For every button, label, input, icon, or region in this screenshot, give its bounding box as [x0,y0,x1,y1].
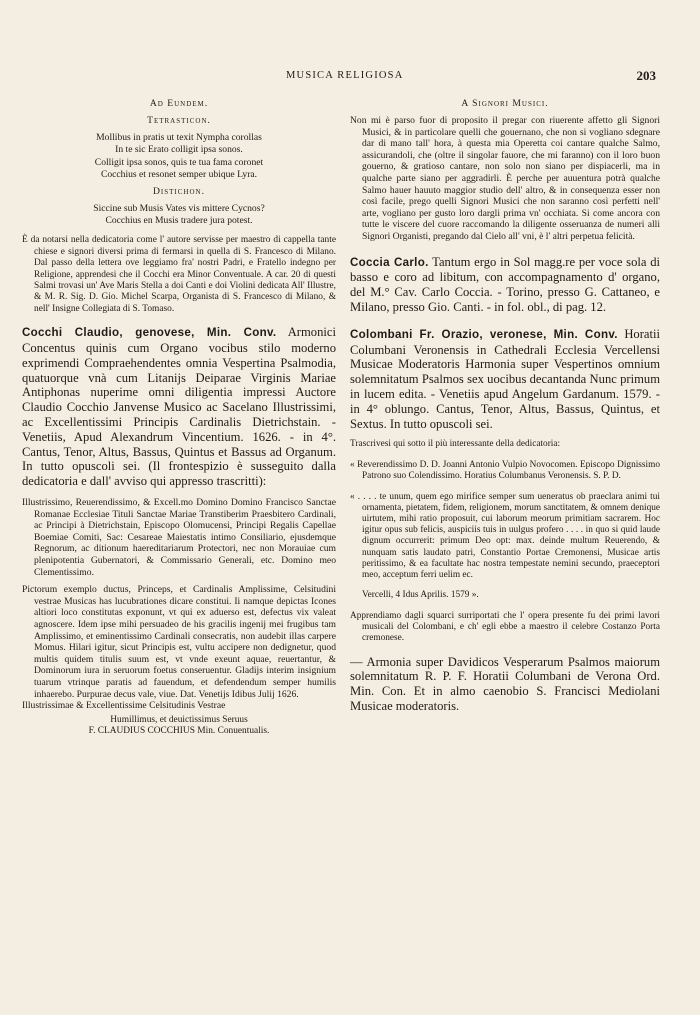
dedication-closing: Illustrissimae & Excellentissime Celsitudinis Vestrae [22,700,226,712]
entry-cocchi-name: Cocchi Claudio, genovese, Min. Conv. [22,326,277,340]
running-header [40,70,660,86]
entry-coccia-text: Tantum ergo in Sol magg.re per voce sola di basso e coro ad libitum, con accompagnamento d' organo, del M.° Cav. Carlo Coccia. - Torino, presso G. Cattaneo, e Milano, presso Gio. Canti. - in fol. obl., di pag. 12. [350,254,661,314]
running-title: MUSICA RELIGIOSA [286,70,404,81]
tetrasticon-verses [22,132,336,182]
entry-colombani [350,327,660,432]
distichon-verses [22,203,336,228]
avviso-text: Non mi è parso fuor di proposito il pregar con riuerente affetto gli Signori Musici, & in particolare quelli che gouernano, che non si vogliano sdegnare dar di mano tall' hora, à questa mia Operetta coi cantare qualche Salmo, assicurandoli, che (oltre il singolar fauore, che mi faranno) con il loro buon gouerno, & gratioso cantare, non solo non siano per dispiacerli, ma in qualche parte siano per aggradirli. È perche per auuentura potrà qualche Salmo hauer hauuto maggior studio dell' altro, & in consequenza esser non così facile, prego quelli Signori Musici che non saranno così perfetti nell' arte, vogliano per gusto loro dargli prima vn' occhiata. Si come ancora con tutte le viscere del cuore raccomando la diligente osseruanza de numeri alli Signori Organisti, pregando dal Cielo all' vni, è l' altri perpetua felicità. [350,115,660,242]
signature-line: Humillimus, et deuictissimus Seruus [110,714,248,725]
dedication-letter: Pictorum exemplo ductus, Princeps, et Cardinalis Amplissime, Celsitudini vestrae Musicas has lucubrationes dicare constitui. Ii namque depictas Icones altiori loco constitutas exponunt, vt qui ex aduerso est, defectus vix valeat agnoscere. Idem ipse mihi persuadeo de his gracilis ingenij mei frugibus tam Amplissimo, et eminentissimo Cardinali consecratis, non audebit illas carpere Momus. Hilari igitur, sicut Principis est, vultu accipere non dedignetur, quod multis quidem titulis suum est, vt vnde exeunt aquae, reuertantur, & Dominorum iura in seruorum foetus conseruentur. Gladijs interim insignium tuarum vtrinque paratis ad fauendum, et defendendum semper humilis inhaerebo. Purpurae decus vale, viue. Dat. Venetijs Idibus Julij 1626. [22,584,336,700]
dedication-note: È da notarsi nella dedicatoria come l' autore servisse per maestro di cappella tante chiese e signori diversi prima di fermarsi in quella di S. Francesco di Milano. Dal passo della lettera ove leggiamo fra' nostri Padri, e Fratello indegno per Religione, apprendesi che il Cocchi era Minor Conventuale. A car. 20 di questi Salmi trovasi un' Ave Maris Stella a doi Canti e doi Violini dedicata All' Illustre, & M. R. Sig. D. Gio. Michel Scarpa, Organista di S. Francesco di Milano, & nell' Insigne Collegiata di S. Tomaso. [22,235,336,314]
entry-cocchi [22,325,336,489]
verse-line: Mollibus in pratis ut texit Nympha corollas [96,132,262,143]
entry-colombani-text: Horatii Columbani Veronensis in Cathedrali Ecclesia Vercellensi Musicae Moderatoris Harmonia super Vespertinos omnium solemnitatum Psalmos sex uocibus decantanda Nunc primum in lucem edita. - Venetiis apud Angelum Gardanum. 1579. - in 4° oblungo. Cantus, Tenor, Altus, Bassus, Quintus, et Sextus. In tutto opuscoli sei. [350,326,660,431]
entry-colombani-name: Colombani Fr. Orazio, veronese, Min. Conv. [350,327,618,341]
page-number: 203 [636,68,656,83]
quote-date: Vercelli, 4 Idus Aprilis. 1579 ». [362,590,479,601]
signori-musici-heading: A Signori Musici. [461,98,549,109]
verse-line: Siccine sub Musis Vates vis mittere Cycnos? [93,202,265,214]
entry-coccia [350,255,660,315]
verse-line: Colligit ipsa sonos, quis te tua fama coronet [94,156,264,168]
right-column [350,94,660,714]
tetrasticon-heading: Tetrasticon. [147,115,211,126]
entry-armonia [350,655,660,714]
quote-dedication-body: « . . . . te unum, quem ego mirifice semper sum ueneratus ob praeclara animi tui ornamenta, pietatem, fidem, religionem, morum sanctitatem, & omnem denique uirtutem, mihi ratio proposuit, cui laborum meorum primitiam sacrarem. Hoc igitur opus sub felicis, auspiciis tuis in uulgus profero . . . . in quo si quid laude dignum occurrerit: primum Deo opt: max. deinde multum Reuerendo, & nunquam satis laudato patri, Constantio Portae Cremonensi, Musicae artis peritissimo, & ea facultate hac nostra tempestate nemini secundo, praeceptori meo, acceptum ferri uelim ec. [350,491,660,580]
dedication-address: Illustrissimo, Reuerendissimo, & Excell.mo Domino Domino Francisco Sanctae Romanae Ecclesiae Tituli Sanctae Mariae Transtiberim Praesbitero Cardinali, ac Principi à Dietrichstain, Episcopo Olomucensi, Principi Regalis Capellae Boemiae Comiti, Sac: Cesareae Maiestatis intimo Consiliario, ejusdemque Regnorum, ac ditionum haereditariarum Protectori, nec non Morauiae cum plenipotentia Gubernatori, & Commissario Generali, etc. Domino meo Clementissimo. [22,497,336,578]
quote-dedication-address: « Reverendissimo D. D. Joanni Antonio Vulpio Novocomen. Episcopo Dignissimo Patrono suo Colendissimo. Horatius Columbanus Veronensis. S. P. D. [350,459,660,481]
trascrivesi-text: Trascrivesi qui sotto il più interessante della dedicatoria: [350,439,561,450]
entry-cocchi-text: Armonici Concentus quinis cum Organo vocibus stilo moderno exprimendi Compraehendentes omnia Vespertina Psalmodia, quatuorque vnà cum Litanijs Deiparae Virginis Mariae Antiphonas nuperime omni diligentia impressi Auctore Claudio Cocchio Janvense Musico ac Sacelano Illustrissimi, ac Excellentissimi Principis Cardinalis Dietrichstain. - Venetiis, Apud Alexandrum Vincentium. 1626. - in 4°. Cantus, Tenor, Altus, Bassus, Quintus et Bassus ad Organum. In tutto opuscoli sei. (Il frontespizio è susseguito dalla dedicatoria e dall' avviso qui appresso trascritti): [22,325,336,489]
entry-armonia-text: — Armonia super Davidicos Vesperarum Psalmos maiorum solemnitatum R. P. F. Horatii Columbani de Verona Ord. Min. Con. Et in almo caenobio S. Francisci Mediolani Musicae moderatoris. [350,654,660,713]
ad-eundem-heading: Ad Eundem. [149,98,209,109]
signature-name: F. CLAUDIUS COCCHIUS Min. Conuentualis. [88,726,270,737]
verse-line: In te sic Erato colligit ipsa sonos. [115,144,243,156]
left-column [22,94,336,738]
apprendiamo-text: Apprendiamo dagli squarci surriportati che l' opera presente fu dei primi lavori musicali del Colombani, e ch' egli ebbe a maestro il celebre Costanzo Porta cremonese. [350,610,660,644]
entry-coccia-name: Coccia Carlo. [350,255,429,269]
distichon-heading: Distichon. [153,185,205,197]
verse-line: Cocchius en Musis tradere jura potest. [105,215,253,227]
verse-line: Cocchius et resonet semper ubique Lyra. [100,169,258,181]
